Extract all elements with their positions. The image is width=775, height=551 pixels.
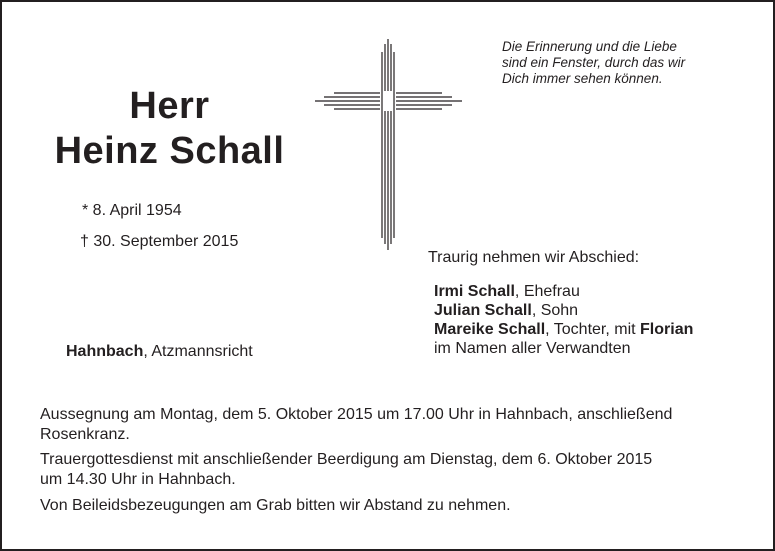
residence [66,343,253,361]
residence-town: Hahnbach [66,343,144,360]
line-cross-icon [312,38,467,253]
mourners-list [434,282,693,358]
blessing-notice [40,405,740,445]
mourner-name: Mareike Schall [434,321,546,338]
quote-line-1: Die Erinnerung und die Liebe [502,39,677,54]
mourner-name: Julian Schall [434,302,532,319]
mourner-line-3 [434,320,693,339]
funeral-line-2: um 14.30 Uhr in Hahnbach. [40,471,236,488]
mourner-line-2 [434,301,693,320]
honorific: Herr [129,85,210,127]
quote-line-2: sind ein Fenster, durch das wir [502,55,686,70]
condolence-notice: Von Beileidsbezeugungen am Grab bitten wir Abstand zu nehmen. [40,497,511,514]
deceased-name: Heinz Schall [54,130,285,172]
farewell-intro: Traurig nehmen wir Abschied: [428,249,640,266]
birth-date: * 8. April 1954 [82,202,182,219]
residence-rest: , Atzmannsricht [143,343,253,360]
mourner-name: Florian [640,321,694,338]
death-date: † 30. September 2015 [80,233,239,250]
blessing-line-2: Rosenkranz. [40,426,130,443]
funeral-notice [40,450,740,490]
mourner-line-1 [434,282,693,301]
mourner-relation: , Sohn [531,302,579,319]
funeral-line-1: Trauergottesdienst mit anschließender Beerdigung am Dienstag, dem 6. Oktober 2015 [40,451,653,468]
mourner-name: Irmi Schall [434,283,515,300]
memorial-quote [502,39,742,87]
quote-line-3: Dich immer sehen können. [502,71,663,86]
mourner-relation: , Ehefrau [514,283,580,300]
mourner-relation: , Tochter, mit [545,321,641,338]
mourner-line-4: im Namen aller Verwandten [434,340,631,357]
blessing-line-1: Aussegnung am Montag, dem 5. Oktober 2015 um 17.00 Uhr in Hahnbach, anschließend [40,406,673,423]
